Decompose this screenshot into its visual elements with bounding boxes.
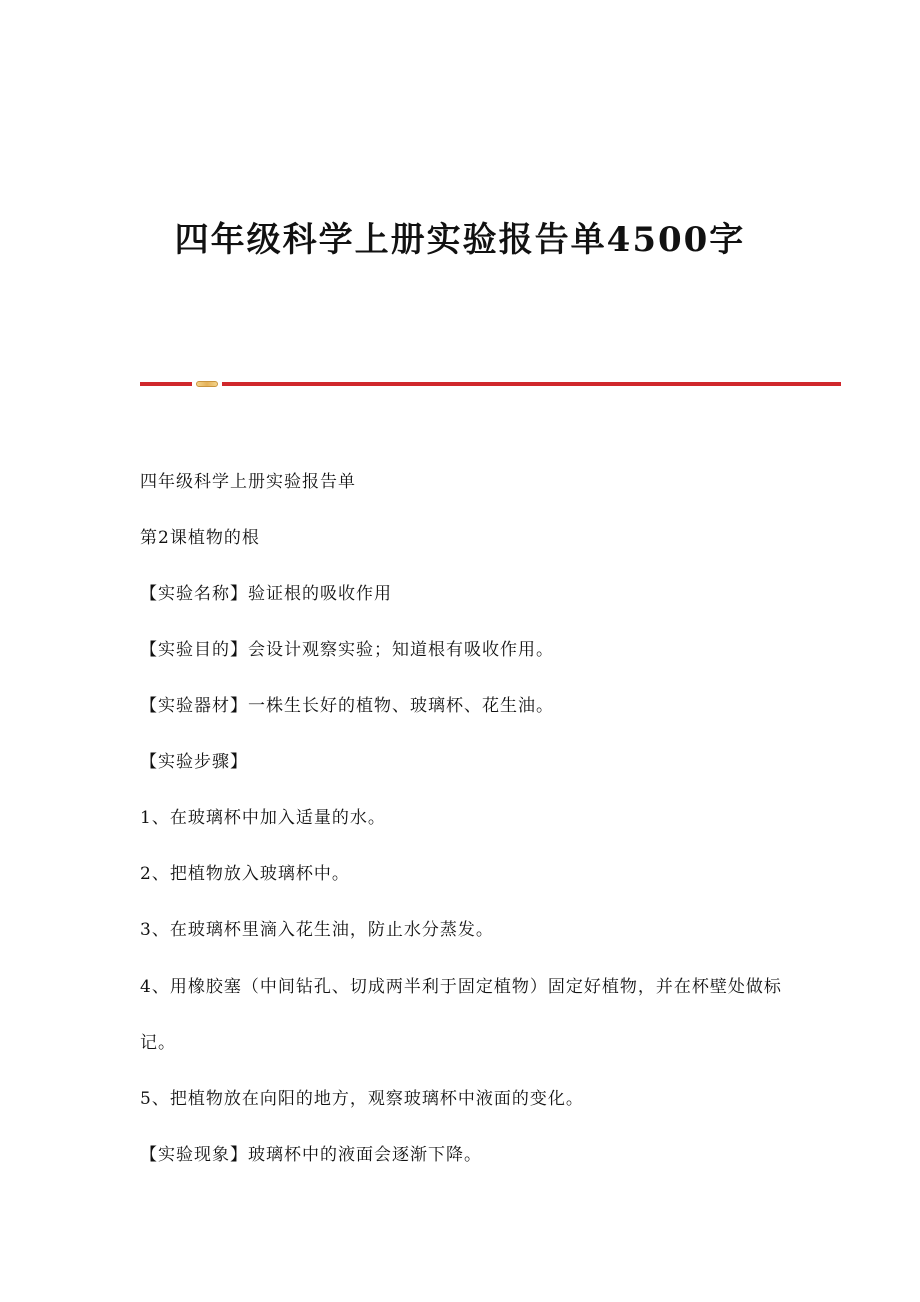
- experiment-steps-heading: 【实验步骤】: [140, 752, 248, 772]
- divider-bar-right: [222, 382, 841, 386]
- step-item: 1、在玻璃杯中加入适量的水。: [140, 808, 386, 828]
- document-title: 四年级科学上册实验报告单4500字: [174, 220, 746, 260]
- step-item: 2、把植物放入玻璃杯中。: [140, 864, 350, 884]
- section-heading: 四年级科学上册实验报告单: [140, 472, 356, 492]
- lesson-title: 第2课植物的根: [140, 528, 260, 548]
- step-item: 3、在玻璃杯里滴入花生油，防止水分蒸发。: [140, 920, 494, 940]
- step-item: 5、把植物放在向阳的地方，观察玻璃杯中液面的变化。: [140, 1089, 584, 1109]
- divider-ornament-icon: [196, 381, 218, 387]
- experiment-phenomenon: 【实验现象】玻璃杯中的液面会逐渐下降。: [140, 1145, 482, 1165]
- divider-bar-left: [140, 382, 192, 386]
- experiment-purpose: 【实验目的】会设计观察实验；知道根有吸收作用。: [140, 640, 554, 660]
- title-divider: [140, 381, 841, 387]
- experiment-materials: 【实验器材】一株生长好的植物、玻璃杯、花生油。: [140, 696, 554, 716]
- document-body: [140, 468, 790, 1197]
- step-item: 4、用橡胶塞（中间钻孔、切成两半利于固定植物）固定好植物，并在杯壁处做标记。: [140, 977, 782, 1053]
- experiment-name: 【实验名称】验证根的吸收作用: [140, 584, 392, 604]
